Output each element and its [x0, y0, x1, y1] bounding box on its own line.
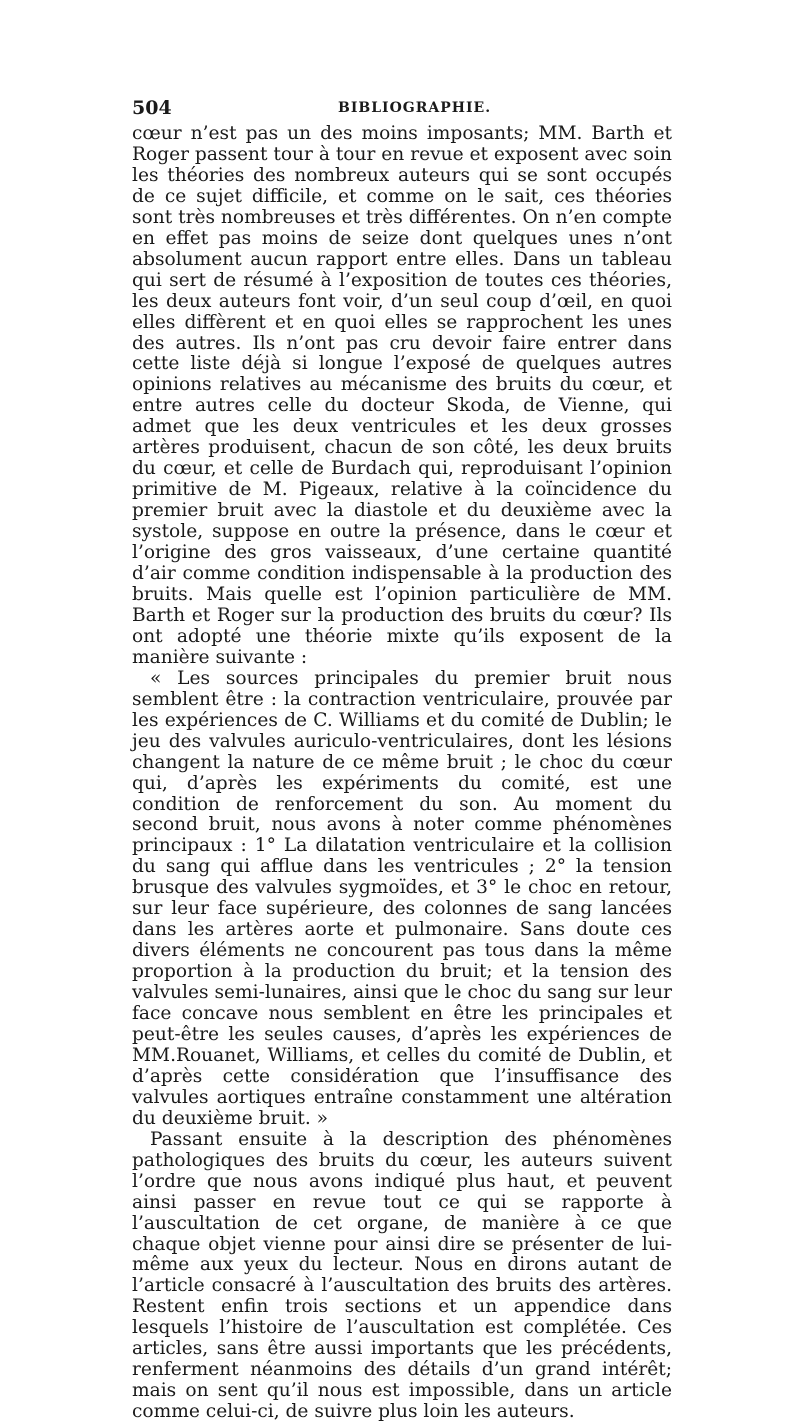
page-number: 504: [132, 97, 172, 119]
paragraph-3: Passant ensuite à la description des phénomènes pathologiques des bruits du cœur, les auteurs suivent l’ordre que nous avons indiqué plus haut, et peuvent ainsi passer en revue tout ce qui se rapporte à l’auscultation de cet organe, de manière à ce que chaque objet vienne pour ainsi dire se présenter de lui-même aux yeux du lecteur. Nous en dirons autant de l’article consacré à l’auscultation des bruits des artères. Restent enfin trois sections et un appendice dans lesquels l’histoire de l’auscultation est complétée. Ces articles, sans être aussi importants que les précédents, renferment néanmoins des détails d’un grand intérêt; mais on sent qu’il nous est impossible, dans un article comme celui-ci, de suivre plus loin les auteurs.: [132, 1128, 672, 1423]
running-head: BIBLIOGRAPHIE.: [338, 100, 492, 116]
paragraph-2-quote: « Les sources principales du premier bruit nous semblent être : la contraction ventriculaire, prouvée par les expériences de C. Williams et du comité de Dublin; le jeu des valvules auriculo-ventriculaires, dont les lésions changent la nature de ce même bruit ; le choc du cœur qui, d’après les expériments du comité, est une condition de renforcement du son. Au moment du second bruit, nous avons à noter comme phénomènes principaux : 1° La dilatation ventriculaire et la collision du sang qui afflue dans les ventricules ; 2° la tension brusque des valvules sygmoïdes, et 3° le choc en retour, sur leur face supérieure, des colonnes de sang lancées dans les artères aorte et pulmonaire. Sans doute ces divers éléments ne concourent pas tous dans la même proportion à la production du bruit; et la tension des valvules semi-lunaires, ainsi que le choc du sang sur leur face concave nous semblent en être les principales et peut-être les seules causes, d’après les expériences de MM.Rouanet, Williams, et celles du comité de Dublin, et d’après cette considération que l’insuffisance des valvules aortiques entraîne constamment une altération du deuxième bruit. »: [132, 667, 672, 1129]
paragraph-1: cœur n’est pas un des moins imposants; MM. Barth et Roger passent tour à tour en revue et exposent avec soin les théories des nombreux auteurs qui se sont occupés de ce sujet difficile, et comme on le sait, ces théories sont très nombreuses et très différentes. On n’en compte en effet pas moins de seize dont quelques unes n’ont absolument aucun rapport entre elles. Dans un tableau qui sert de résumé à l’exposition de toutes ces théories, les deux auteurs font voir, d’un seul coup d’œil, en quoi elles diffèrent et en quoi elles se rapprochent les unes des autres. Ils n’ont pas cru devoir faire entrer dans cette liste déjà si longue l’exposé de quelques autres opinions relatives au mécanisme des bruits du cœur, et entre autres celle du docteur Skoda, de Vienne, qui admet que les deux ventricules et les deux grosses artères produisent, chacun de son côté, les deux bruits du cœur, et celle de Burdach qui, reproduisant l’opinion primitive de M. Pigeaux, relative à la coïncidence du premier bruit avec la diastole et du deuxième avec la systole, suppose en outre la présence, dans le cœur et l’origine des gros vaisseaux, d’une certaine quantité d’air comme condition indispensable à la production des bruits. Mais quelle est l’opinion particulière de MM. Barth et Roger sur la production des bruits du cœur? Ils ont adopté une théorie mixte qu’ils exposent de la manière suivante :: [132, 123, 672, 668]
body-text: [132, 124, 672, 1423]
page-header: [132, 97, 672, 125]
